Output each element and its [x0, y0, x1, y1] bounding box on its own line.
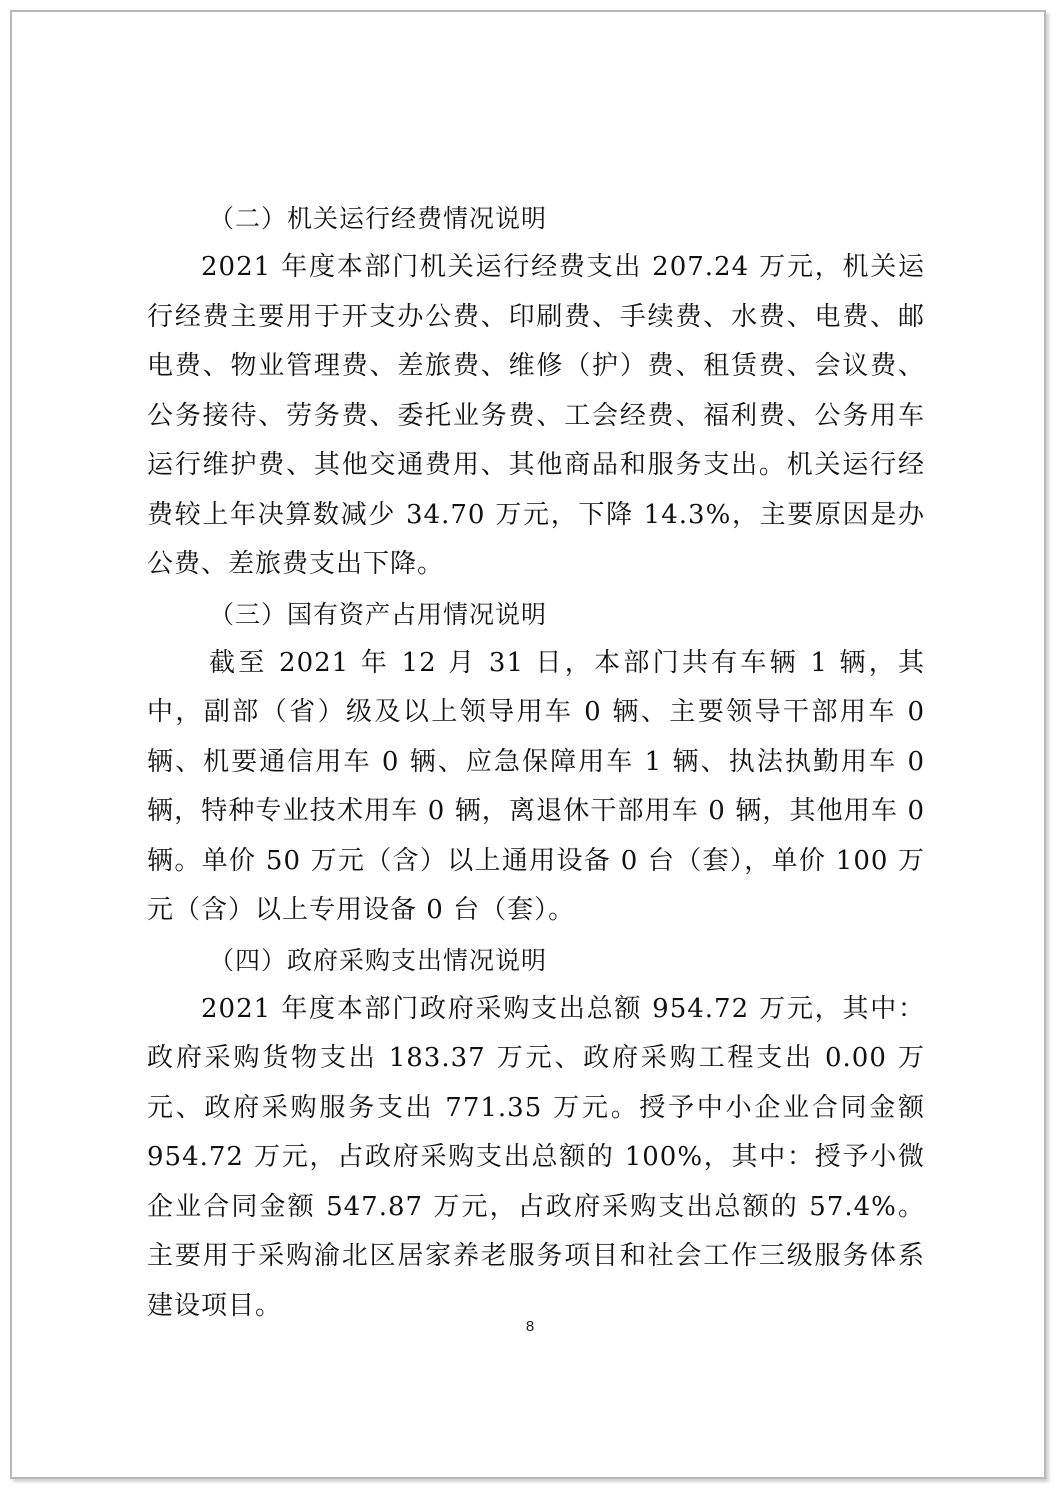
section-paragraph-4: 2021 年度本部门政府采购支出总额 954.72 万元，其中：政府采购货物支出 183.37 万元、政府采购工程支出 0.00 万元、政府采购服务支出 771.35 万元。授予中小企业合同金额 954.72 万元，占政府采购支出总额的 100%，其中：授予小微企业合同金额 547.87 万元，占政府采购支出总额的 57.4%。主要用于采购渝北区居家养老服务项目和社会工作三级服务体系建设项目。	[147, 993, 925, 1321]
section-paragraph-3: 截至 2021 年 12 月 31 日，本部门共有车辆 1 辆，其中，副部（省）级及以上领导用车 0 辆、主要领导干部用车 0 辆、机要通信用车 0 辆、应急保障用车 1 辆、执法执勤用车 0 辆，特种专业技术用车 0 辆，离退休干部用车 0 辆，其他用车 0 辆。单价 50 万元（含）以上通用设备 0 台（套），单价 100 万元（含）以上专用设备 0 台（套）。	[147, 647, 925, 925]
section-paragraph-2: 2021 年度本部门机关运行经费支出 207.24 万元，机关运行经费主要用于开支办公费、印刷费、手续费、水费、电费、邮电费、物业管理费、差旅费、维修（护）费、租赁费、会议费、公务接待、劳务费、委托业务费、工会经费、福利费、公务用车运行维护费、其他交通费用、其他商品和服务支出。机关运行经费较上年决算数减少 34.70 万元，下降 14.3%，主要原因是办公费、差旅费支出下降。	[147, 252, 925, 579]
page-content	[147, 194, 925, 1331]
section-heading-2: （二）机关运行经费情况说明	[209, 204, 548, 233]
page-number: 8	[525, 1318, 535, 1335]
section-heading-4: （四）政府采购支出情况说明	[209, 945, 548, 975]
section-heading-3: （三）国有资产占用情况说明	[209, 599, 548, 629]
